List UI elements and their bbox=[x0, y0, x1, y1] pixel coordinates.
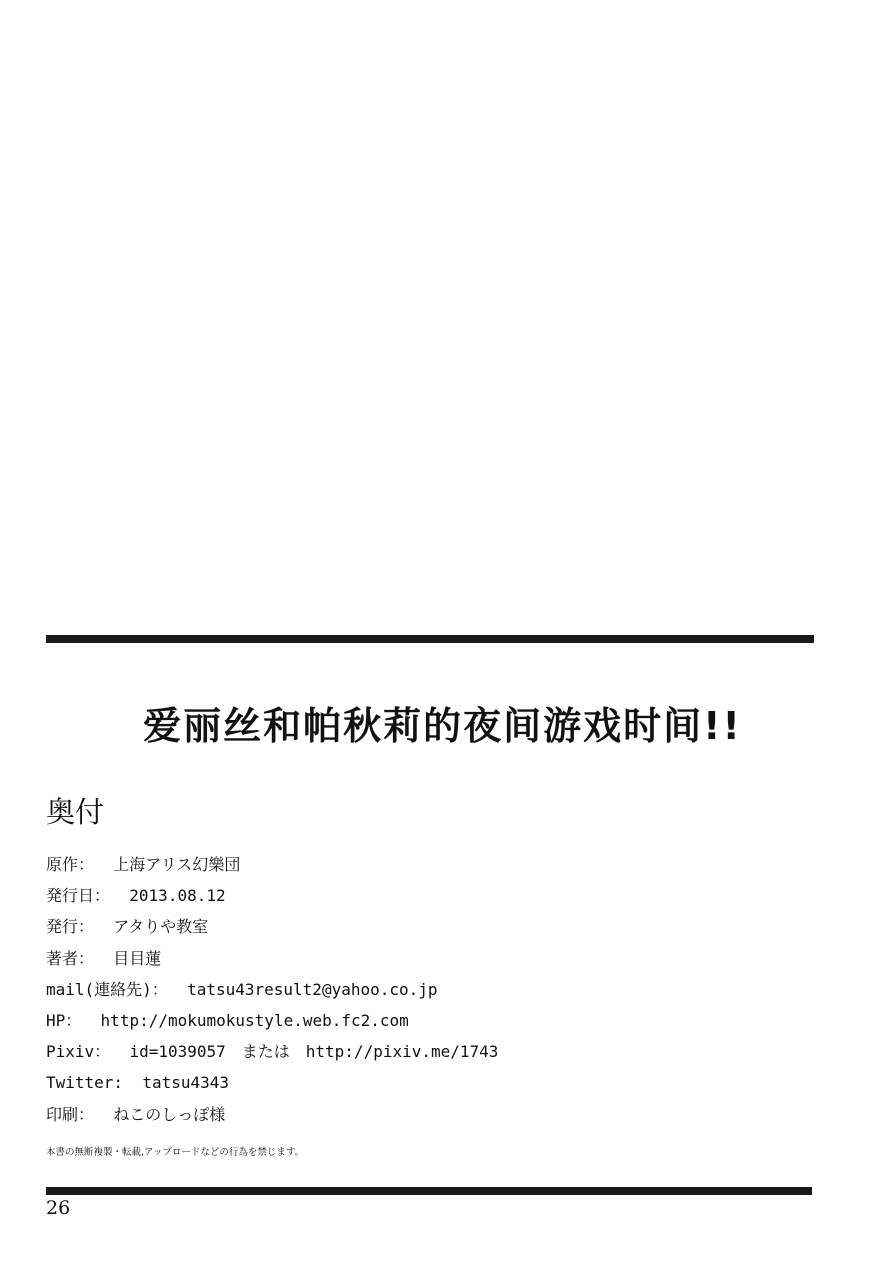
page-number: 26 bbox=[46, 1197, 71, 1219]
credit-value: ねこのしっぽ様 bbox=[113, 1104, 226, 1124]
credit-value: 2013.08.12 bbox=[129, 886, 226, 906]
copyright-notice: 本書の無断複製・転載,アップロードなどの行為を禁じます。 bbox=[46, 1147, 305, 1158]
credit-label: mail(連絡先)： bbox=[46, 979, 168, 999]
credit-homepage bbox=[46, 1005, 498, 1036]
top-divider bbox=[46, 635, 814, 643]
credit-value: http://mokumokustyle.web.fc2.com bbox=[100, 1010, 409, 1030]
credit-pixiv bbox=[46, 1036, 498, 1067]
credit-original-work bbox=[46, 849, 498, 880]
credit-value: id=1039057 または http://pixiv.me/1743 bbox=[129, 1042, 499, 1062]
credit-value: 上海アリス幻樂団 bbox=[113, 855, 241, 874]
credit-label: Pixiv： bbox=[46, 1042, 111, 1062]
credit-value: tatsu4343 bbox=[142, 1073, 230, 1093]
credit-label: 印刷： bbox=[46, 1104, 95, 1124]
bottom-divider bbox=[46, 1187, 812, 1195]
credit-mail bbox=[46, 974, 498, 1005]
credit-twitter bbox=[46, 1067, 498, 1098]
credit-label: HP： bbox=[46, 1010, 82, 1030]
colophon-credits bbox=[46, 849, 498, 1130]
credit-label: 著者： bbox=[46, 948, 95, 968]
credit-label: 発行日： bbox=[46, 886, 111, 906]
credit-label: Twitter: bbox=[46, 1073, 124, 1093]
credit-label: 発行： bbox=[46, 917, 95, 937]
credit-publisher bbox=[46, 911, 498, 942]
credit-label: 原作： bbox=[46, 855, 95, 874]
credit-author bbox=[46, 943, 498, 974]
credit-publish-date bbox=[46, 880, 498, 911]
colophon-heading: 奥付 bbox=[46, 795, 105, 829]
credit-value: tatsu43result2@yahoo.co.jp bbox=[187, 979, 438, 999]
credit-value: アタりや教室 bbox=[113, 917, 209, 937]
credit-printer bbox=[46, 1099, 498, 1130]
credit-value: 目目蓮 bbox=[113, 948, 162, 968]
book-title: 爱丽丝和帕秋莉的夜间游戏时间!! bbox=[143, 704, 742, 748]
